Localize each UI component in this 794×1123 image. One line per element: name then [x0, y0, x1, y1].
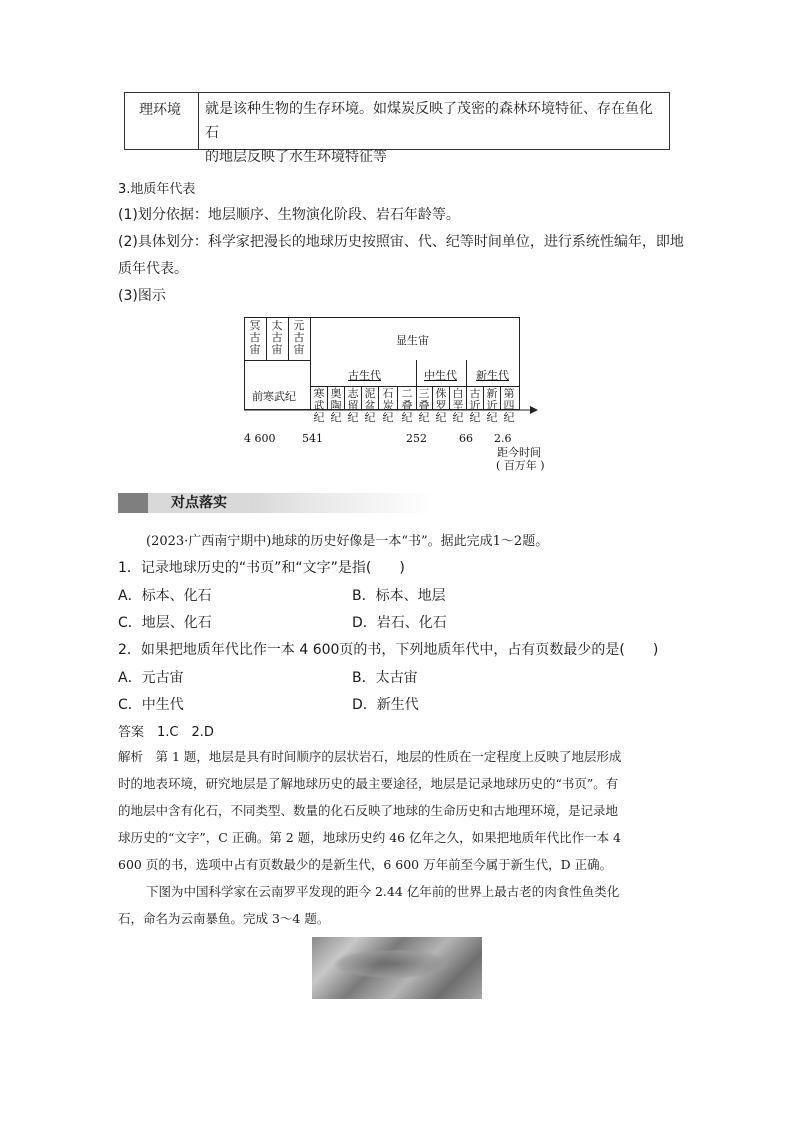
option-c: C．地层、化石 [118, 615, 212, 631]
analysis-line: 球历史的“文字”，C 正确。第 2 题，地球历史约 46 亿年之久，如果把地质年代比作一本 4 [118, 830, 621, 845]
option-d: D．岩石、化石 [352, 615, 447, 631]
fish-fossil-photo [312, 937, 482, 999]
axis-unit: ( 百万年 ) [496, 459, 545, 472]
era-mesozoic: 中生代 [424, 369, 457, 382]
option-b: B．标本、地层 [352, 588, 446, 604]
tick-label: 541 [302, 432, 323, 445]
answer: 答案 1.C 2.D [118, 725, 214, 740]
question-stem: 1．记录地球历史的“书页”和“文字”是指( ) [118, 560, 405, 576]
question-intro: 石，命名为云南暴鱼。完成 3～4 题。 [118, 911, 330, 926]
period-label: 奥陶纪 [330, 387, 342, 424]
section-title: 3.地质年代表 [118, 182, 196, 197]
paragraph: (2)具体划分：科学家把漫长的地球历史按照宙、代、纪等时间单位，进行系统性编年，即地 [118, 234, 684, 250]
axis-label: 距今时间 [497, 446, 541, 459]
period-label: 石炭纪 [382, 387, 394, 424]
period-label: 二叠纪 [401, 387, 413, 424]
table-cell-content [205, 97, 665, 169]
period-label: 第四纪 [503, 387, 515, 424]
eon-archean: 太古宙 [271, 319, 283, 356]
analysis-line: 600 页的书，选项中占有页数最少的是新生代，6 600 万年前至今属于新生代，D 正确。 [118, 857, 613, 872]
question-intro: 下图为中国科学家在云南罗平发现的距今 2.44 亿年前的世界上最古老的肉食性鱼类化 [146, 884, 620, 899]
chart-divider [266, 317, 267, 360]
chart-divider [244, 360, 310, 361]
period-label: 寒武纪 [313, 387, 325, 424]
period-label: 古近纪 [469, 387, 481, 424]
period-label: 新近纪 [486, 387, 498, 424]
period-label: 泥盆纪 [364, 387, 376, 424]
option-c: C．中生代 [118, 697, 184, 713]
analysis-line: 的地层中含有化石，不同类型、数量的化石反映了地球的生命历史和古地理环境，是记录地 [118, 803, 619, 818]
option-b: B．太古宙 [352, 670, 418, 686]
table-cell-line: 的地层反映了水生环境特征等 [205, 149, 387, 165]
tick-label: 4 600 [244, 432, 276, 445]
environment-table [124, 92, 670, 165]
period-label: 志留纪 [347, 387, 359, 424]
question-intro: (2023·广西南宁期中)地球的历史好像是一本“书”。据此完成1～2题。 [146, 534, 549, 549]
period-label: 三叠纪 [418, 387, 430, 424]
era-cenozoic: 新生代 [476, 369, 509, 382]
precambrian-label: 前寒武纪 [252, 390, 296, 403]
option-d: D．新生代 [352, 697, 419, 713]
tick-label: 2.6 [494, 432, 512, 445]
time-axis [240, 402, 540, 422]
chart-divider [310, 317, 311, 410]
analysis-line: 解析 第 1 题，地层是具有时间顺序的层状岩石，地层的性质在一定程度上反映了地层形成 [118, 749, 622, 764]
option-a: A．元古宙 [118, 670, 184, 686]
analysis-line: 时的地表环境，研究地层是了解地球历史的最主要途径，地层是记录地球历史的“书页”。有 [118, 776, 619, 791]
tick-label: 252 [406, 432, 427, 445]
period-label: 侏罗纪 [435, 387, 447, 424]
eon-proterozoic: 元古宙 [293, 319, 305, 356]
tick-label: 66 [459, 432, 473, 445]
table-cell-line: 就是该种生物的生存环境。如煤炭反映了茂密的森林环境特征、存在鱼化石 [205, 101, 653, 141]
section-header: 对点落实 [148, 493, 250, 513]
era-paleozoic: 古生代 [348, 369, 381, 382]
paragraph: 质年代表。 [118, 261, 188, 277]
period-label: 白垩纪 [452, 387, 464, 424]
option-a: A．标本、化石 [118, 588, 212, 604]
question-stem: 2．如果把地质年代比作一本 4 600页的书，下列地质年代中，占有页数最少的是( ) [118, 642, 659, 658]
table-cell-label: 理环境 [125, 93, 199, 149]
paragraph: (1)划分依据：地层顺序、生物演化阶段、岩石年龄等。 [118, 207, 460, 223]
eon-hadean: 冥古宙 [249, 319, 261, 356]
chart-divider [288, 317, 289, 360]
paragraph: (3)图示 [118, 288, 166, 304]
eon-phanerozoic: 显生宙 [396, 334, 429, 347]
